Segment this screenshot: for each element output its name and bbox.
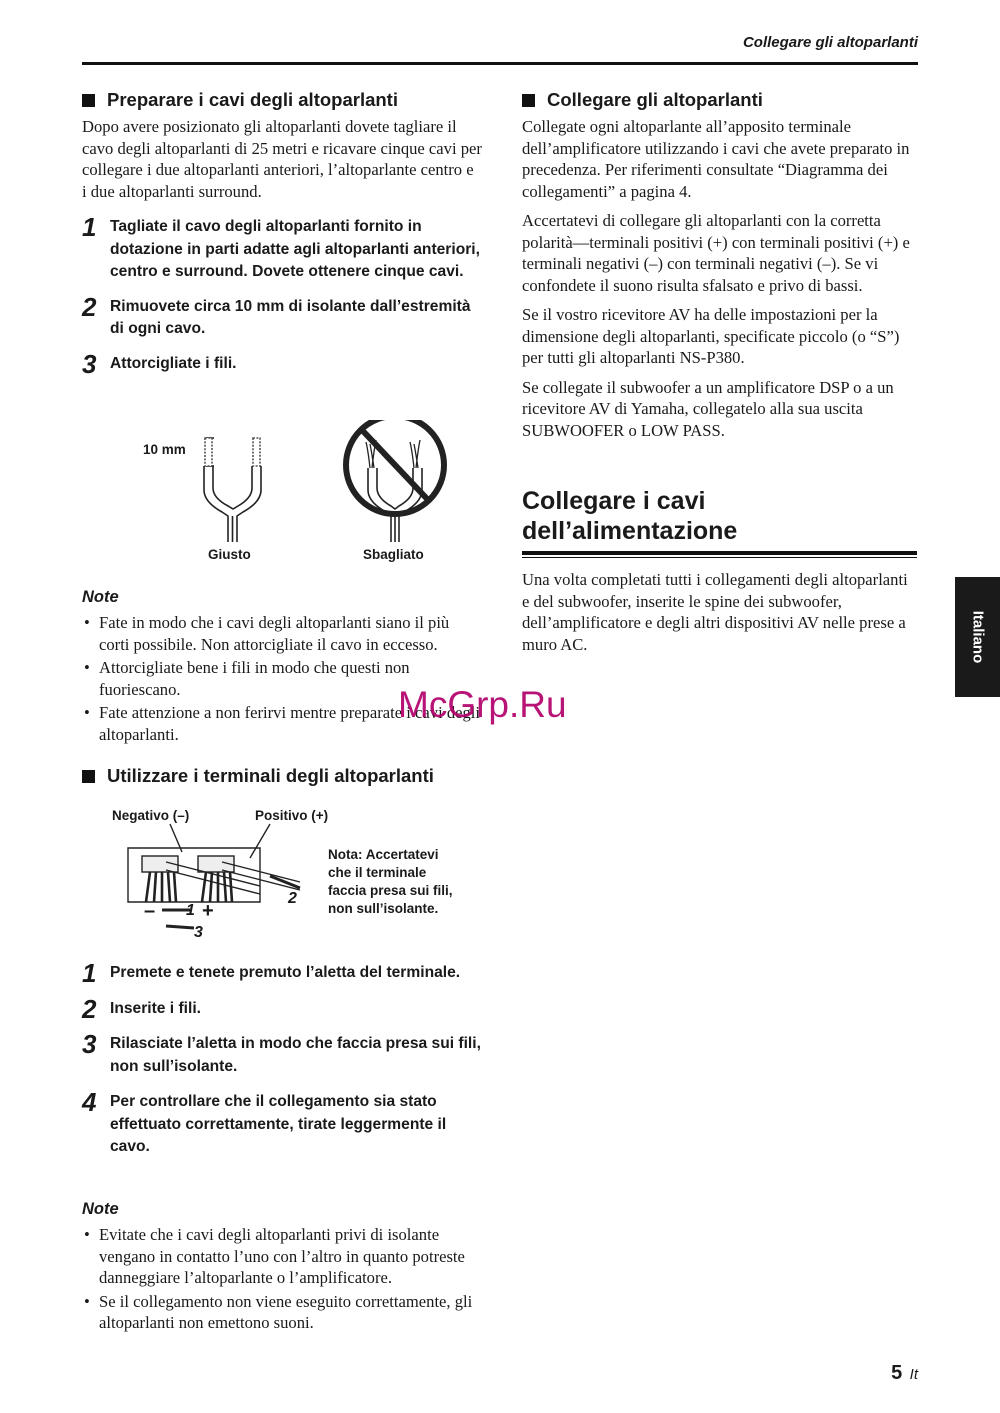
caption-line: Nota: Accertatevi xyxy=(328,847,439,862)
connect-body xyxy=(522,116,917,441)
note-item: • Fate in modo che i cavi degli altoparlanti siano il più corti possibile. Non attorcigliate il cavo in eccesso. xyxy=(82,612,482,655)
title-line: dell’alimentazione xyxy=(522,517,738,545)
figure-step-1: 1 xyxy=(186,902,195,919)
step-number: 4 xyxy=(82,1087,97,1117)
step-text: Attorcigliate i fili. xyxy=(110,354,237,372)
note-item: • Evitate che i cavi degli altoparlanti privi di isolante vengano in contatto l’uno con l’altro in quanto potreste danneggiare l’altoparlante o l’amplificatore. xyxy=(82,1224,482,1289)
section-title-prepare xyxy=(82,89,482,111)
terminal-caption xyxy=(328,846,453,918)
step-number: 2 xyxy=(82,291,97,322)
title-underline xyxy=(522,551,917,558)
step-text: Tagliate il cavo degli altoparlanti fornito in dotazione in parti adatte agli altoparlanti anteriori, centro e surround. Dovete ottenere cinque cavi. xyxy=(110,218,480,280)
notes-title: Note xyxy=(82,588,119,606)
page-lang-code: It xyxy=(909,1366,918,1383)
page-number xyxy=(891,1362,918,1385)
notes-list xyxy=(82,1224,482,1334)
correct-label: Giusto xyxy=(208,547,251,562)
prep-steps xyxy=(82,212,482,379)
step-number: 3 xyxy=(82,1029,97,1059)
prep-intro: Dopo avere posizionato gli altoparlanti dovete tagliare il cavo degli altoparlanti di 25 metri e ricavare cinque cavi per collegare i due altoparlanti anteriori, l’altoparlante centro e i due altoparlanti surround. xyxy=(82,117,482,201)
terminal-steps xyxy=(82,958,482,1159)
terminal-notes xyxy=(82,1200,482,1336)
square-bullet-icon xyxy=(82,94,95,107)
figure-step-2: 2 xyxy=(288,890,297,907)
power-section-title xyxy=(522,486,917,546)
step-text: Inserite i fili. xyxy=(110,999,201,1017)
underline-thick xyxy=(522,551,917,555)
header-rule xyxy=(82,62,918,65)
negative-label: Negativo (–) xyxy=(112,808,190,823)
step-number: 1 xyxy=(82,212,97,242)
step-item xyxy=(82,291,482,341)
page-number-value: 5 xyxy=(891,1362,903,1384)
power-paragraph: Una volta completati tutti i collegamenti degli altoparlanti e del subwoofer, inserite le spine dei subwoofer, dell’amplificatore e degli altri dispositivi AV nelle prese a muro AC. xyxy=(522,570,908,654)
section-title-text: Preparare i cavi degli altoparlanti xyxy=(107,89,398,110)
terminal-figure xyxy=(110,806,480,948)
section-title-connect xyxy=(522,89,917,111)
step-text: Rilasciate l’aletta in modo che faccia presa sui fili, non sull’isolante. xyxy=(110,1035,481,1075)
step-item xyxy=(82,958,482,988)
step-text: Per controllare che il collegamento sia stato effettuato correttamente, tirate leggermente il cavo. xyxy=(110,1093,447,1155)
paragraph: Se collegate il subwoofer a un amplificatore DSP o a un ricevitore AV di Yamaha, collegatelo alla sua uscita SUBWOOFER o LOW PASS. xyxy=(522,377,894,440)
note-item: • Attorcigliate bene i fili in modo che questi non fuoriescano. xyxy=(82,657,482,700)
square-bullet-icon xyxy=(522,94,535,107)
running-header: Collegare gli altoparlanti xyxy=(742,34,918,51)
step-item xyxy=(82,1087,482,1159)
plus-sign: + xyxy=(202,900,214,922)
notes-title: Note xyxy=(82,1200,119,1218)
note-item: • Se il collegamento non viene eseguito correttamente, gli altoparlanti non emettono suoni. xyxy=(82,1291,482,1334)
measure-label: 10 mm xyxy=(143,442,186,457)
step-number: 1 xyxy=(82,958,97,988)
step-item xyxy=(82,348,482,379)
step-number: 2 xyxy=(82,993,97,1024)
step-number: 3 xyxy=(82,348,97,379)
note-item: • Fate attenzione a non ferirvi mentre preparate i cavi degli altoparlanti. xyxy=(82,702,482,745)
language-side-tab xyxy=(955,577,1000,697)
wire-twist-figure xyxy=(140,420,480,570)
step-text: Premete e tenete premuto l’aletta del terminale. xyxy=(110,964,461,981)
step-item xyxy=(82,1029,482,1078)
paragraph: Se il vostro ricevitore AV ha delle impostazioni per la dimensione degli altoparlanti, specificate piccolo (o “S”) per tutti gli altoparlanti NS-P380. xyxy=(522,305,900,367)
section-prepare-cables xyxy=(82,89,482,379)
watermark: McGrp.Ru xyxy=(398,684,567,725)
section-connect-speakers xyxy=(522,89,917,449)
step-text: Rimuovete circa 10 mm di isolante dall’estremità di ogni cavo. xyxy=(110,297,471,337)
paragraph: Accertatevi di collegare gli altoparlanti con la corretta polarità—terminali positivi (+) con terminali positivi (+) e terminali negativi (–) con terminali negativi (–). Se vi confondete il suono risulta sfalsato e privo di bassi. xyxy=(522,211,910,295)
title-line: Collegare i cavi xyxy=(522,487,706,515)
caption-line: che il terminale xyxy=(328,865,427,880)
section-title-text: Collegare gli altoparlanti xyxy=(547,89,763,110)
minus-sign: – xyxy=(144,900,156,922)
underline-thin xyxy=(522,557,917,558)
wire-diagram-svg xyxy=(140,420,480,570)
section-title-terminals xyxy=(82,765,434,787)
caption-line: non sull’isolante. xyxy=(328,901,439,916)
step-item xyxy=(82,212,482,284)
language-tab-label: Italiano xyxy=(969,610,986,664)
positive-label: Positivo (+) xyxy=(255,808,329,823)
terminal-diagram-svg xyxy=(110,806,330,948)
step-item xyxy=(82,993,482,1024)
caption-line: faccia presa sui fili, xyxy=(328,883,453,898)
paragraph: Collegate ogni altoparlante all’apposito terminale dell’amplificatore utilizzando i cavi che avete preparato in precedenza. Per riferimenti consultate “Diagramma dei collegamenti” a pagina 4. xyxy=(522,117,910,201)
wrong-label: Sbagliato xyxy=(363,547,424,562)
section-title-text: Utilizzare i terminali degli altoparlanti xyxy=(107,765,434,786)
square-bullet-icon xyxy=(82,770,95,783)
figure-step-3: 3 xyxy=(194,924,203,941)
